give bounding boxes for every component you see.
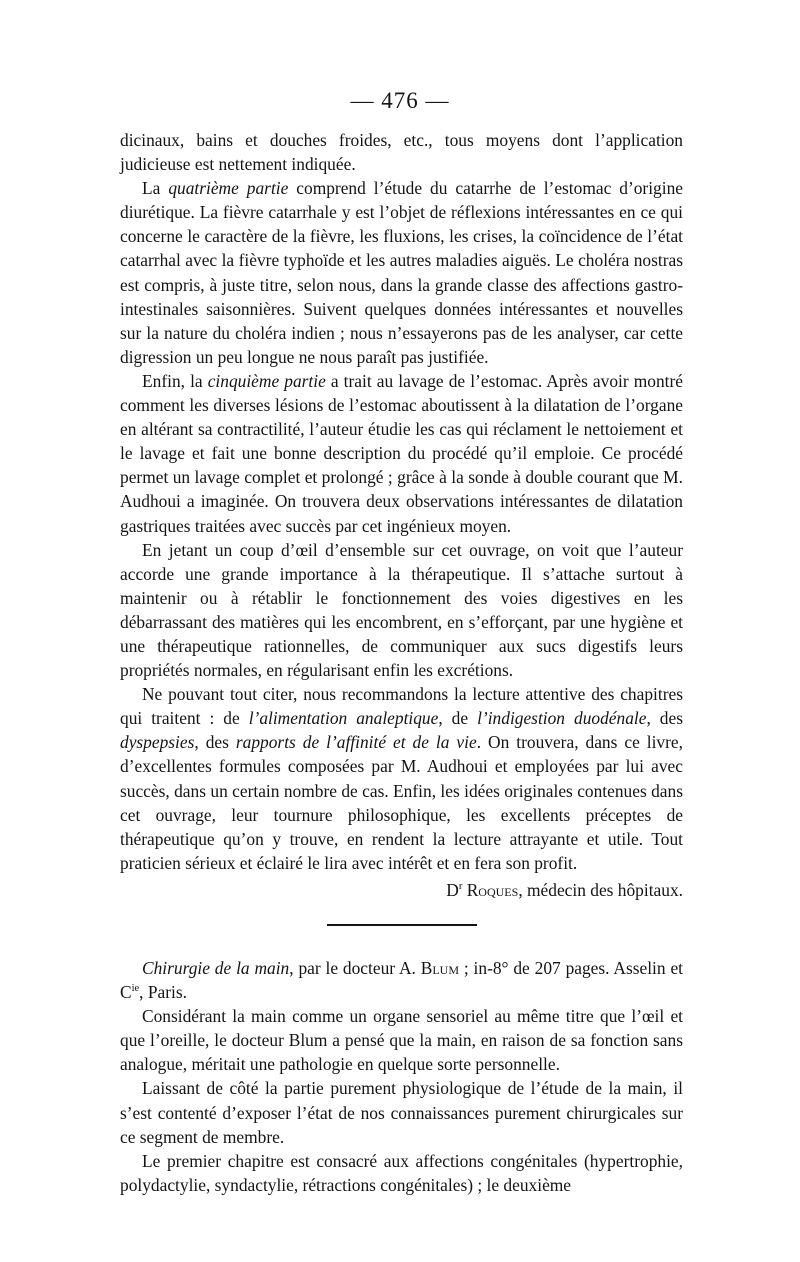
section-divider [327, 924, 477, 926]
italic-term: rapports de l’affinité et de la vie [235, 732, 477, 753]
page-number: — 476 — [350, 88, 450, 113]
signature-name: Roques [466, 879, 519, 900]
signature-title: D [446, 879, 459, 900]
text-run: Enfin, la [142, 370, 208, 391]
italic-term: cinquième partie [207, 370, 326, 391]
text-run: a trait au lavage de l’estomac. Après avoir montré comment les diverses lésions de l’estomac aboutissent à la dilatation de l’organe en altérant sa contractilité, l’auteur étudie les cas qui réclament le nettoiement et le lavage et fait une bonne description du procédé qu’il emploie. Ce procédé permet un lavage complet et prolongé ; grâce à la sonde à double courant que M. Audhoui a imaginée. On trouvera deux observations intéressantes de dilatation gastriques traitées avec succès par cet ingénieux moyen. [120, 370, 683, 536]
paragraph-ensemble: En jetant un coup d’œil d’ensemble sur cet ouvrage, on voit que l’auteur accorde une grande importance à la thérapeutique. Il s’attache surtout à maintenir ou à rétablir le fonctionnement des voies digestives en les débarrassant des matières qui les encombrent, en s’efforçant, par une hygiène et une thérapeutique rationnelles, de communiquer aux sucs digestifs leurs propriétés normales, en régularisant enfin les excrétions. [120, 539, 683, 681]
paragraph-premier-chapitre: Le premier chapitre est consacré aux affections congénitales (hypertrophie, polydactylie, syndactylie, rétractions congénitales) ; le deuxième [120, 1150, 683, 1195]
italic-term: dyspepsies [120, 732, 195, 753]
book-title: Chirurgie de la main [142, 958, 290, 978]
text-run: , Paris. [139, 982, 187, 1003]
text-run: , des [194, 732, 236, 753]
italic-term: l’alimentation analeptique [248, 708, 439, 729]
text-run: , des [646, 708, 683, 729]
paragraph-laissant: Laissant de côté la partie purement physiologique de l’étude de la main, il s’est contenté d’exposer l’état de nos connaissances purement chirurgicales sur ce segment de membre. [120, 1078, 683, 1147]
text-run: , de [438, 708, 478, 729]
text-run: comprend l’étude du catarrhe de l’estomac d’origine diurétique. La fièvre catarrhale y est l’objet de réflexions intéressantes en ce qui concerne le caractère de la fièvre, les fluxions, les crises, la coïncidence de l’état catarrhal avec la fièvre typhoïde et les autres maladies aiguës. Le choléra nostras est compris, à juste titre, selon nous, dans la grande classe des affections gastro-intestinales saisonnières. Suivent quelques données intéressantes et nouvelles sur la nature du choléra indien ; nous n’essayerons pas de les analyser, car cette digression un peu longue ne nous paraît pas justifiée. [120, 178, 683, 367]
text-run: Ne pouvant tout citer, nous recommandons la lecture attentive des chapitres qui traitent : de [120, 684, 683, 729]
text-run: . On trouvera, dans ce livre, d’excellentes formules composées par M. Audhoui et employées par lui avec succès, dans un certain nombre de cas. Enfin, les idées originales contenues dans cet ouvrage, leur tournure philosophique, les excellents préceptes de thérapeutique qu’on y trouve, en rendent la lecture attrayante et utile. Tout praticien sérieux et éclairé le lira avec intérêt et en fera son profit. [120, 732, 683, 873]
italic-term: quatrième partie [168, 178, 289, 199]
publisher-sup: ie [131, 983, 140, 995]
italic-term: l’indigestion duodénale [477, 708, 647, 729]
signature [120, 878, 683, 902]
paragraph-continued: dicinaux, bains et douches froides, etc., tous moyens dont l’application judicieuse est nettement indiquée. [120, 130, 683, 175]
book-author: Blum [420, 958, 459, 978]
book-citation [120, 956, 683, 1004]
paragraph-considerant: Considérant la main comme un organe sensoriel au même titre que l’œil et que l’oreille, le docteur Blum a pensé que la main, en raison de sa fonction sans analogue, méritait une pathologie en quelque sorte personnelle. [120, 1006, 683, 1075]
paragraph-chapitres [120, 682, 683, 875]
signature-title-sup: r [458, 881, 463, 893]
paragraph-quatrieme-partie [120, 176, 683, 369]
text-run: , par le docteur A. [289, 958, 421, 978]
signature-role: , médecin des hôpitaux. [518, 879, 683, 900]
text-run: ; in-8° de 207 pages. Asselin et C [120, 958, 683, 1003]
paragraph-cinquieme-partie [120, 369, 683, 538]
page-body [120, 128, 683, 1197]
text-run: La [142, 178, 169, 199]
